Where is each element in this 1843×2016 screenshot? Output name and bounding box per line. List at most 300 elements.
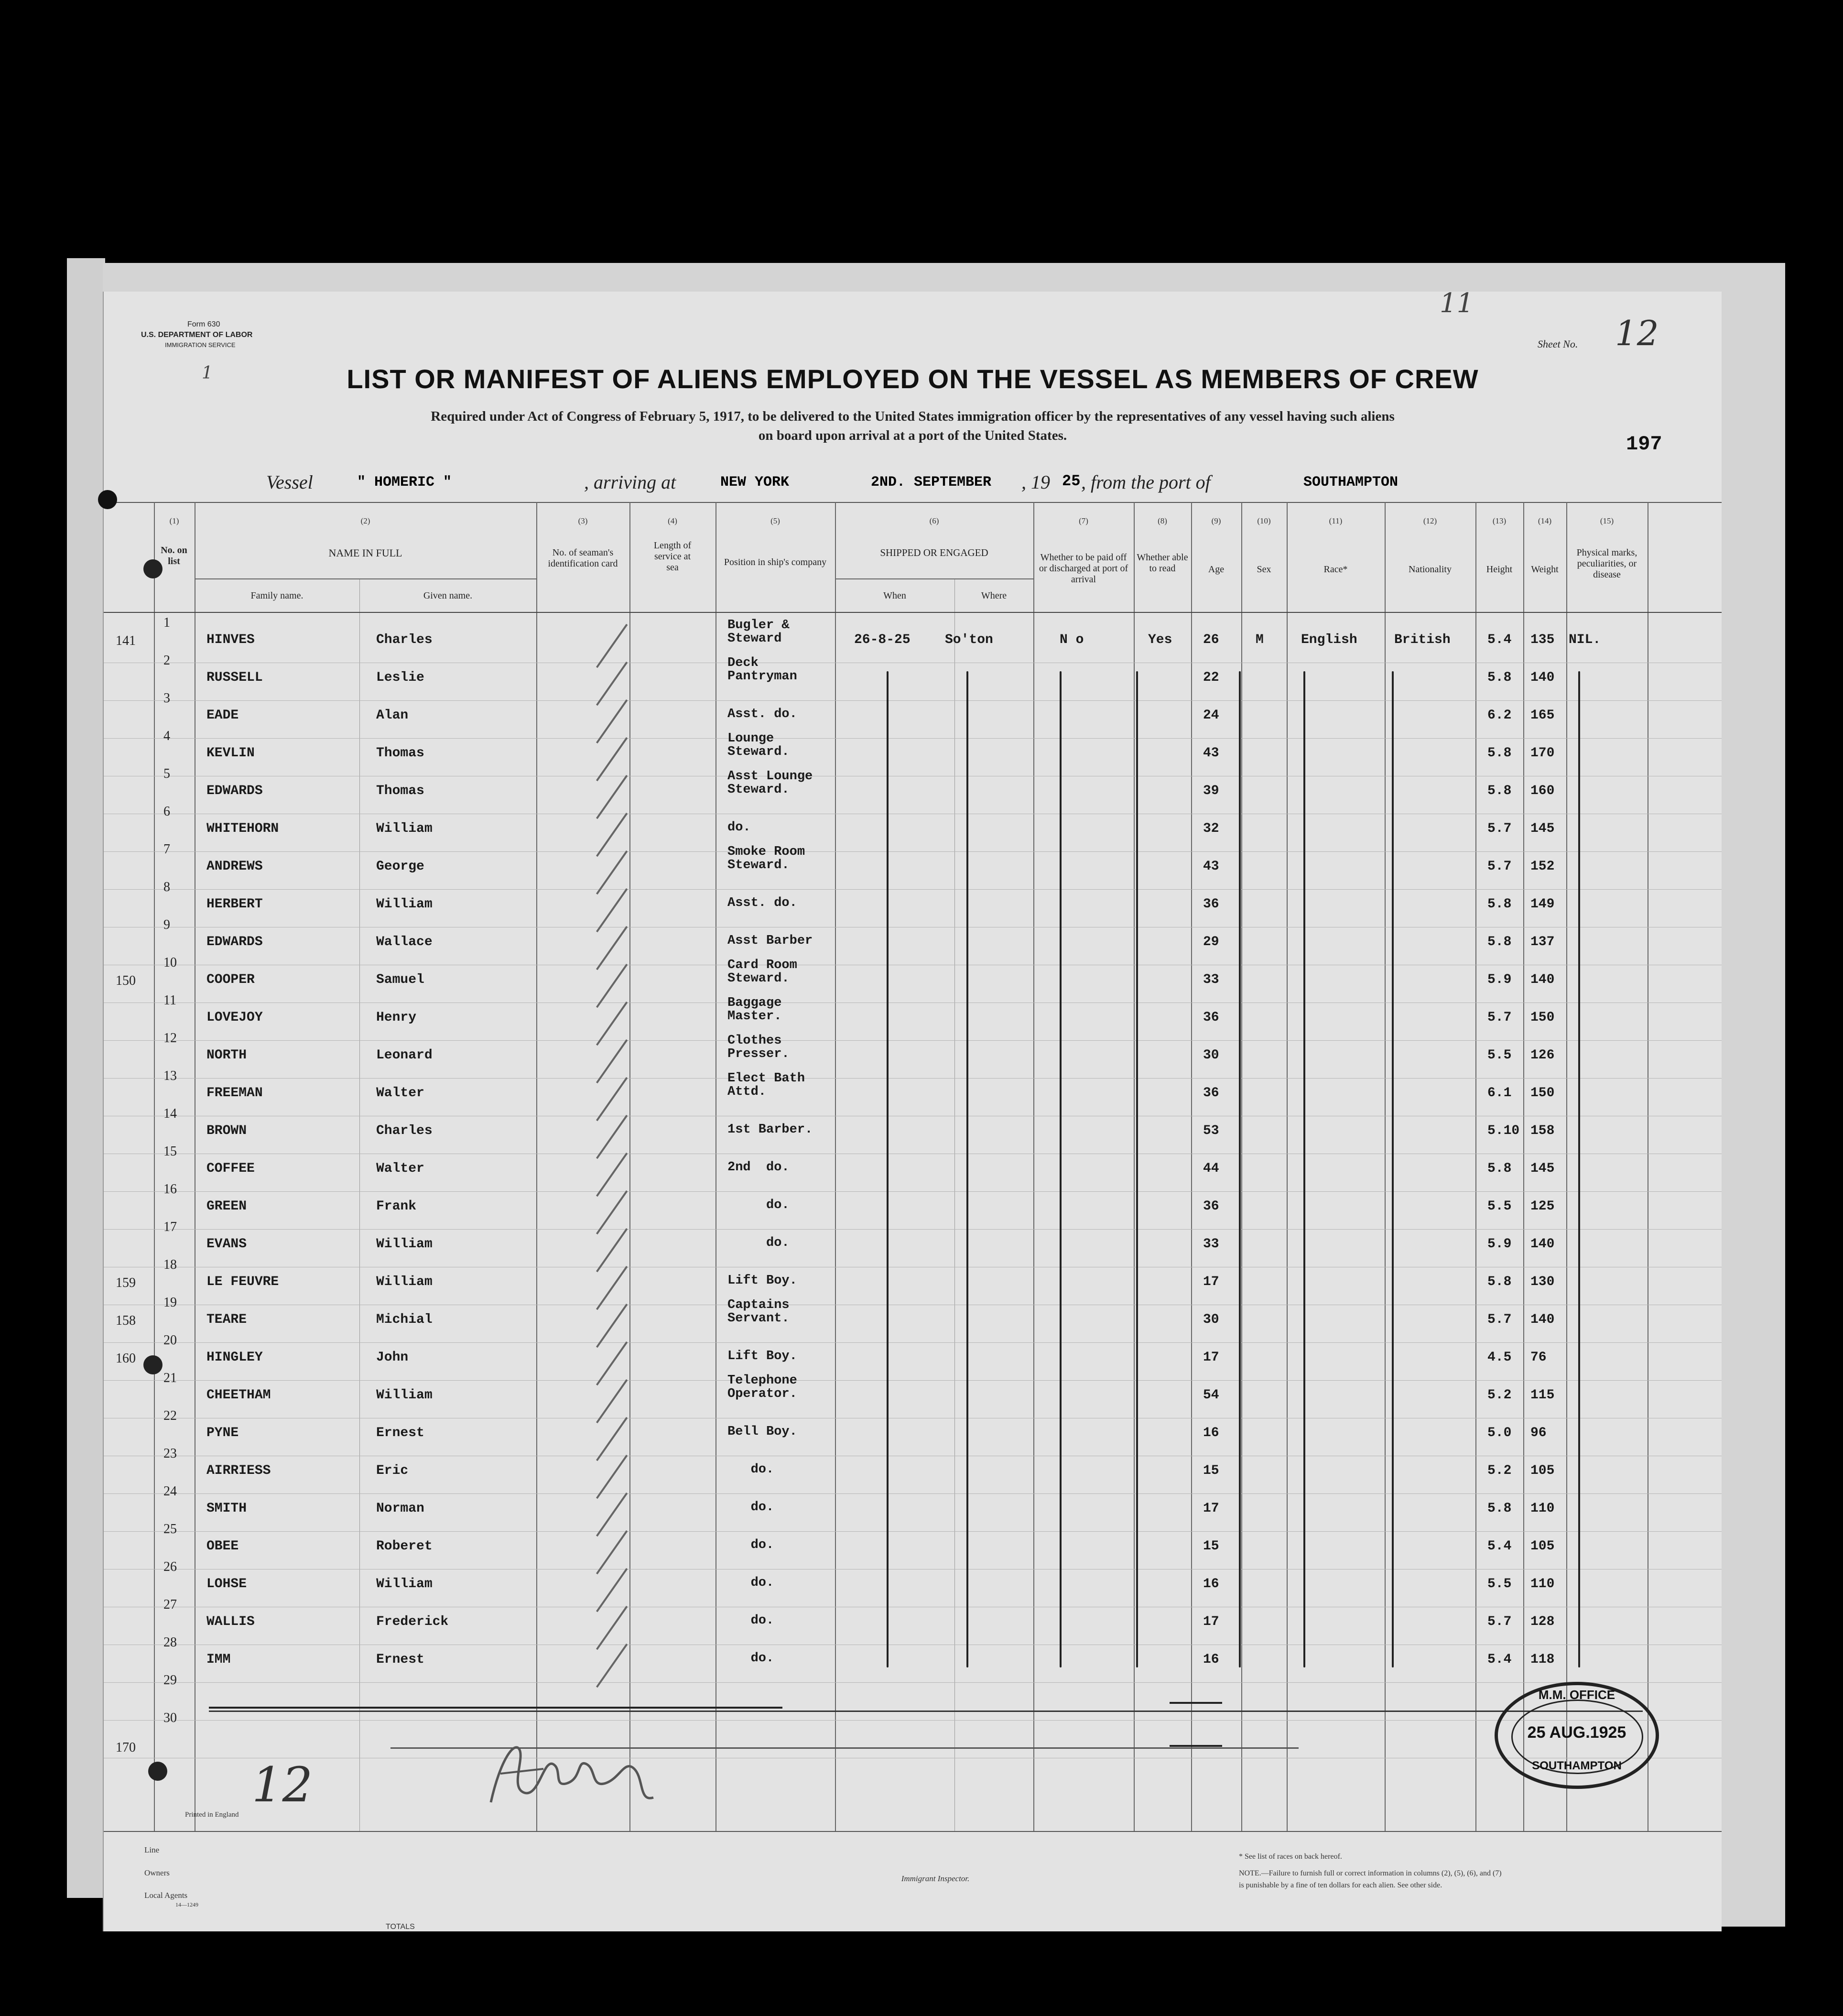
height: 5.9 <box>1487 1237 1512 1252</box>
handwritten-total: 12 <box>252 1757 313 1813</box>
able-to-read: Yes <box>1148 632 1172 647</box>
row-number: 7 <box>163 842 170 857</box>
manifest-sheet <box>103 292 1722 1931</box>
check-mark <box>596 624 628 668</box>
row-divider <box>104 1078 1722 1079</box>
hdr-length-service: Length of service at sea <box>653 540 692 573</box>
given-name: William <box>376 1577 433 1591</box>
position-line-2: Asst Barber <box>727 934 813 948</box>
year-prefix: , 19 <box>1021 471 1050 493</box>
check-mark <box>596 1190 628 1234</box>
footer-form-code: 14—1249 <box>175 1901 198 1908</box>
check-mark <box>596 1304 628 1348</box>
footer-totals: TOTALS <box>386 1923 415 1931</box>
check-mark <box>596 1266 628 1310</box>
col-num-3: (3) <box>578 516 588 525</box>
given-name: Roberet <box>376 1539 433 1554</box>
height: 5.0 <box>1487 1426 1512 1440</box>
position-line-2: Steward. <box>727 783 790 797</box>
footer-note-1: NOTE.—Failure to furnish full or correct information in columns (2), (5), (6), and (7) <box>1239 1869 1502 1877</box>
check-mark <box>596 1153 628 1197</box>
row-number: 29 <box>163 1673 177 1688</box>
race: English <box>1301 632 1357 647</box>
weight: 110 <box>1530 1501 1555 1516</box>
age: 43 <box>1203 746 1219 761</box>
family-name: HINVES <box>206 632 255 647</box>
given-name: Frank <box>376 1199 417 1214</box>
given-name: Leslie <box>376 670 424 685</box>
row-number: 4 <box>163 729 170 743</box>
hdr-id-card: No. of seaman's identification card <box>548 547 618 569</box>
position-line-2: do. <box>727 1651 774 1666</box>
weight: 96 <box>1530 1426 1547 1440</box>
position-line-1: Clothes <box>727 1034 782 1048</box>
family-name: BROWN <box>206 1123 247 1138</box>
hdr-age: Age <box>1208 564 1225 575</box>
footer-local-agents: Local Agents <box>144 1891 188 1900</box>
height: 5.8 <box>1487 670 1512 685</box>
row-number: 18 <box>163 1257 177 1272</box>
family-name: HINGLEY <box>206 1350 263 1365</box>
height: 5.8 <box>1487 897 1512 912</box>
weight: 150 <box>1530 1010 1555 1025</box>
position-line-2: Lift Boy. <box>727 1274 797 1288</box>
given-name: Wallace <box>376 935 433 949</box>
ditto-pen-line <box>966 671 968 1667</box>
family-name: NORTH <box>206 1048 247 1063</box>
check-mark <box>596 1530 628 1574</box>
ditto-pen-line <box>1392 671 1394 1667</box>
family-name: FREEMAN <box>206 1086 263 1101</box>
height: 5.4 <box>1487 1539 1512 1554</box>
height: 5.7 <box>1487 859 1512 874</box>
position-line-2: do. <box>727 1462 774 1477</box>
check-mark <box>596 662 628 706</box>
vessel-name: " HOMERIC " <box>357 474 452 490</box>
height: 5.8 <box>1487 746 1512 761</box>
height: 5.8 <box>1487 784 1512 798</box>
age: 16 <box>1203 1426 1219 1440</box>
hdr-physical: Physical marks, peculiarities, or disease <box>1576 547 1637 580</box>
ditto-pen-line <box>1578 671 1580 1667</box>
check-mark <box>596 1115 628 1159</box>
given-name: George <box>376 859 424 874</box>
weight: 128 <box>1530 1614 1555 1629</box>
check-mark <box>596 926 628 970</box>
given-name: Charles <box>376 632 433 647</box>
paid-off: N o <box>1060 632 1084 647</box>
position-line-2: Operator. <box>727 1387 797 1401</box>
family-name: EADE <box>206 708 239 723</box>
position-line-2: Steward. <box>727 971 790 986</box>
given-name: Eric <box>376 1463 409 1478</box>
row-number: 10 <box>163 955 177 970</box>
given-name: Norman <box>376 1501 424 1516</box>
row-number: 5 <box>163 766 170 781</box>
row-number: 30 <box>163 1711 177 1725</box>
col-num-9: (9) <box>1211 516 1221 525</box>
height: 5.9 <box>1487 972 1512 987</box>
check-mark <box>596 1455 628 1499</box>
hdr-shipped: SHIPPED OR ENGAGED <box>880 547 988 558</box>
given-name: John <box>376 1350 409 1365</box>
row-number: 1 <box>163 615 170 630</box>
row-number: 22 <box>163 1408 177 1423</box>
row-divider <box>104 738 1722 739</box>
given-name: Leonard <box>376 1048 433 1063</box>
arrival-date: 2ND. SEPTEMBER <box>871 474 992 490</box>
row-number: 24 <box>163 1484 177 1499</box>
year-suffix: 25 <box>1062 472 1081 490</box>
position-line-2: Pantryman <box>727 669 797 684</box>
family-name: PYNE <box>206 1426 239 1440</box>
position-line-2: Bell Boy. <box>727 1425 797 1439</box>
weight: 137 <box>1530 935 1555 949</box>
row-number: 14 <box>163 1106 177 1121</box>
margin-number: 141 <box>116 633 136 648</box>
binder-hole <box>143 1355 163 1374</box>
hdr-given-name: Given name. <box>423 590 473 601</box>
row-number: 8 <box>163 880 170 894</box>
height: 5.10 <box>1487 1123 1520 1138</box>
margin-number: 160 <box>116 1351 136 1366</box>
sex: M <box>1256 632 1264 647</box>
check-mark <box>596 1379 628 1423</box>
hdr-paid-off: Whether to be paid off or discharged at port of arrival <box>1039 552 1128 585</box>
row-number: 15 <box>163 1144 177 1159</box>
age: 32 <box>1203 821 1219 836</box>
row-divider <box>104 1342 1722 1343</box>
position-line-1: Card Room <box>727 958 797 972</box>
row-divider <box>104 1493 1722 1494</box>
hdr-no-on-list: No. on list <box>161 545 187 567</box>
printed-in: Printed in England <box>185 1811 239 1819</box>
margin-number: 158 <box>116 1313 136 1328</box>
position-line-2: Steward. <box>727 745 790 759</box>
row-number: 16 <box>163 1182 177 1197</box>
height: 5.2 <box>1487 1463 1512 1478</box>
check-mark <box>596 964 628 1008</box>
from-port: SOUTHAMPTON <box>1303 474 1399 490</box>
ditto-pen-line <box>887 671 889 1667</box>
row-number: 12 <box>163 1031 177 1046</box>
shipped-where: So'ton <box>945 632 993 647</box>
age: 36 <box>1203 1010 1219 1025</box>
stamp-office: M.M. OFFICE <box>1538 1688 1615 1702</box>
left-handwritten-mark: 1 <box>202 363 213 383</box>
hdr-race: Race* <box>1323 564 1348 575</box>
row-divider <box>104 1191 1722 1192</box>
given-name: Frederick <box>376 1614 449 1629</box>
position-line-2: Asst. do. <box>727 896 797 910</box>
age: 15 <box>1203 1463 1219 1478</box>
given-name: Charles <box>376 1123 433 1138</box>
position-line-1: Asst Lounge <box>727 769 813 784</box>
height: 5.7 <box>1487 1312 1512 1327</box>
height: 4.5 <box>1487 1350 1512 1365</box>
row-divider <box>104 1229 1722 1230</box>
age: 43 <box>1203 859 1219 874</box>
weight: 152 <box>1530 859 1555 874</box>
given-name: Alan <box>376 708 409 723</box>
position-line-2: do. <box>727 1500 774 1515</box>
given-name: Henry <box>376 1010 417 1025</box>
from-port-label: , from the port of <box>1081 471 1211 493</box>
given-name: Samuel <box>376 972 424 987</box>
position-line-2: do. <box>727 1538 774 1552</box>
row-divider <box>104 1531 1722 1532</box>
given-name: Michial <box>376 1312 433 1327</box>
position-line-2: Steward <box>727 632 782 646</box>
binder-hole <box>98 490 117 509</box>
check-mark <box>596 737 628 781</box>
row-number: 2 <box>163 653 170 668</box>
page-title: LIST OR MANIFEST OF ALIENS EMPLOYED ON THE VESSEL AS MEMBERS OF CREW <box>347 364 1479 394</box>
weight: 170 <box>1530 746 1555 761</box>
given-name: Ernest <box>376 1426 424 1440</box>
col-num-8: (8) <box>1158 516 1167 525</box>
sheet-label: Sheet No. <box>1538 338 1578 350</box>
col-num-11: (11) <box>1329 516 1343 525</box>
inspector-signature <box>481 1731 663 1817</box>
family-name: WALLIS <box>206 1614 255 1629</box>
row-divider <box>104 1380 1722 1381</box>
height: 5.5 <box>1487 1199 1512 1214</box>
family-name: TEARE <box>206 1312 247 1327</box>
service: IMMIGRATION SERVICE <box>165 341 236 349</box>
family-name: COFFEE <box>206 1161 255 1176</box>
family-name: AIRRIESS <box>206 1463 271 1478</box>
age: 24 <box>1203 708 1219 723</box>
ditto-pen-line <box>1060 671 1062 1667</box>
family-name: HERBERT <box>206 897 263 912</box>
family-name: CHEETHAM <box>206 1388 271 1403</box>
footer-line: Line <box>144 1845 160 1854</box>
age: 17 <box>1203 1275 1219 1289</box>
position-line-1: Lounge <box>727 731 774 746</box>
weight: 126 <box>1530 1048 1555 1063</box>
hdr-weight: Weight <box>1531 564 1559 575</box>
binder-hole <box>143 559 163 578</box>
family-name: KEVLIN <box>206 746 255 761</box>
row-number: 21 <box>163 1371 177 1385</box>
col-num-10: (10) <box>1257 516 1271 525</box>
check-mark <box>596 1493 628 1537</box>
row-number: 13 <box>163 1068 177 1083</box>
hdr-position: Position in ship's company <box>724 557 827 567</box>
weight: 145 <box>1530 821 1555 836</box>
age: 17 <box>1203 1350 1219 1365</box>
weight: 145 <box>1530 1161 1555 1176</box>
given-name: Walter <box>376 1086 424 1101</box>
age: 17 <box>1203 1501 1219 1516</box>
age: 30 <box>1203 1048 1219 1063</box>
position-line-2: Presser. <box>727 1047 790 1061</box>
family-name: LE FEUVRE <box>206 1275 279 1289</box>
age: 26 <box>1203 632 1219 647</box>
form-number: Form 630 <box>187 320 220 328</box>
weight: 105 <box>1530 1539 1555 1554</box>
weight: 105 <box>1530 1463 1555 1478</box>
check-mark <box>596 1417 628 1461</box>
position-line-1: Telephone <box>727 1373 797 1388</box>
position-line-2: do. <box>727 1198 790 1212</box>
position-line-1: Baggage <box>727 996 782 1010</box>
row-divider <box>104 889 1722 890</box>
footer-note-2: is punishable by a fine of ten dollars for each alien. See other side. <box>1239 1881 1442 1889</box>
family-name: SMITH <box>206 1501 247 1516</box>
family-name: RUSSELL <box>206 670 263 685</box>
weight: 160 <box>1530 784 1555 798</box>
family-name: IMM <box>206 1652 231 1667</box>
family-name: COOPER <box>206 972 255 987</box>
age: 30 <box>1203 1312 1219 1327</box>
ditto-pen-line <box>1136 671 1138 1667</box>
row-number: 27 <box>163 1597 177 1612</box>
weight: 130 <box>1530 1275 1555 1289</box>
check-mark <box>596 1341 628 1385</box>
position-line-2: do. <box>727 1576 774 1590</box>
height: 5.7 <box>1487 821 1512 836</box>
row-number: 11 <box>163 993 176 1008</box>
age: 33 <box>1203 1237 1219 1252</box>
age: 36 <box>1203 897 1219 912</box>
row-divider <box>104 1040 1722 1041</box>
check-mark <box>596 813 628 857</box>
subtitle-line-2: on board upon arrival at a port of the United States. <box>758 428 1067 443</box>
col-num-4: (4) <box>668 516 677 525</box>
col-num-2: (2) <box>360 516 370 525</box>
position-line-1: Elect Bath <box>727 1071 805 1086</box>
weight: 76 <box>1530 1350 1547 1365</box>
row-number: 20 <box>163 1333 177 1348</box>
age: 53 <box>1203 1123 1219 1138</box>
position-line-1: Bugler & <box>727 618 790 632</box>
position-line-1: Smoke Room <box>727 845 805 859</box>
height: 5.4 <box>1487 632 1512 647</box>
row-number: 26 <box>163 1559 177 1574</box>
col-num-12: (12) <box>1423 516 1437 525</box>
height: 5.2 <box>1487 1388 1512 1403</box>
given-name: William <box>376 1275 433 1289</box>
page-number: 197 <box>1626 433 1662 456</box>
family-name: LOVEJOY <box>206 1010 263 1025</box>
given-name: Walter <box>376 1161 424 1176</box>
weight: 165 <box>1530 708 1555 723</box>
family-name: GREEN <box>206 1199 247 1214</box>
family-name: OBEE <box>206 1539 239 1554</box>
row-divider <box>104 1720 1722 1721</box>
position-line-2: 1st Barber. <box>727 1122 813 1137</box>
weight: 125 <box>1530 1199 1555 1214</box>
height: 5.7 <box>1487 1010 1512 1025</box>
hdr-family-name: Family name. <box>250 590 304 601</box>
position-line-2: Steward. <box>727 858 790 872</box>
col-num-5: (5) <box>770 516 780 525</box>
age: 36 <box>1203 1086 1219 1101</box>
age: 36 <box>1203 1199 1219 1214</box>
height: 5.8 <box>1487 935 1512 949</box>
race-note: * See list of races on back hereof. <box>1239 1853 1342 1861</box>
height: 6.2 <box>1487 708 1512 723</box>
check-mark <box>596 1077 628 1121</box>
position-line-1: Deck <box>727 656 759 670</box>
row-divider <box>104 851 1722 852</box>
family-name: LOHSE <box>206 1577 247 1591</box>
margin-number-170: 170 <box>116 1740 136 1755</box>
age: 17 <box>1203 1614 1219 1629</box>
hdr-when: When <box>883 590 906 601</box>
top-handwritten-mark: 11 <box>1440 292 1474 319</box>
subtitle-line-1: Required under Act of Congress of February 5, 1917, to be delivered to the United States immigration officer by the representatives of any vessel having such aliens <box>431 409 1395 424</box>
family-name: WHITEHORN <box>206 821 279 836</box>
weight: 140 <box>1530 1237 1555 1252</box>
col-num-7: (7) <box>1079 516 1088 525</box>
given-name: William <box>376 821 433 836</box>
ditto-pen-line <box>1239 671 1241 1667</box>
row-number: 23 <box>163 1446 177 1461</box>
department: U.S. DEPARTMENT OF LABOR <box>141 331 253 339</box>
age: 15 <box>1203 1539 1219 1554</box>
stamp-place: SOUTHAMPTON <box>1532 1759 1622 1772</box>
hdr-where: Where <box>981 590 1007 601</box>
position-line-2: do. <box>727 1613 774 1628</box>
row-number: 25 <box>163 1522 177 1537</box>
hdr-height: Height <box>1486 564 1513 575</box>
ditto-pen-line <box>1303 671 1305 1667</box>
height: 5.4 <box>1487 1652 1512 1667</box>
position-line-2: Lift Boy. <box>727 1349 797 1363</box>
family-name: EDWARDS <box>206 935 263 949</box>
age: 16 <box>1203 1577 1219 1591</box>
row-number: 9 <box>163 917 170 932</box>
stamp-date: 25 AUG.1925 <box>1527 1723 1626 1742</box>
vessel-label: Vessel <box>266 471 313 493</box>
nationality: British <box>1394 632 1451 647</box>
weight: 150 <box>1530 1086 1555 1101</box>
row-divider <box>104 1682 1722 1683</box>
check-mark <box>596 775 628 819</box>
height: 5.8 <box>1487 1161 1512 1176</box>
family-name: ANDREWS <box>206 859 263 874</box>
family-name: EDWARDS <box>206 784 263 798</box>
check-mark <box>596 888 628 932</box>
weight: 140 <box>1530 1312 1555 1327</box>
col-num-6: (6) <box>929 516 939 525</box>
age: 16 <box>1203 1652 1219 1667</box>
age: 44 <box>1203 1161 1219 1176</box>
height: 5.8 <box>1487 1275 1512 1289</box>
check-mark <box>596 1568 628 1612</box>
col-num-14: (14) <box>1538 516 1552 525</box>
hdr-able-read: Whether able to read <box>1137 552 1188 574</box>
check-mark <box>596 850 628 894</box>
position-line-2: do. <box>727 1236 790 1250</box>
weight: 140 <box>1530 670 1555 685</box>
position-line-2: 2nd do. <box>727 1160 790 1175</box>
arriving-label: , arriving at <box>584 471 676 493</box>
height: 5.7 <box>1487 1614 1512 1629</box>
col-num-1: (1) <box>169 516 179 525</box>
physical-marks: NIL. <box>1569 632 1601 647</box>
footer-owners: Owners <box>144 1868 170 1877</box>
height: 5.8 <box>1487 1501 1512 1516</box>
given-name: Ernest <box>376 1652 424 1667</box>
age: 39 <box>1203 784 1219 798</box>
check-mark <box>596 1228 628 1272</box>
row-number: 17 <box>163 1220 177 1234</box>
check-mark <box>596 1606 628 1650</box>
